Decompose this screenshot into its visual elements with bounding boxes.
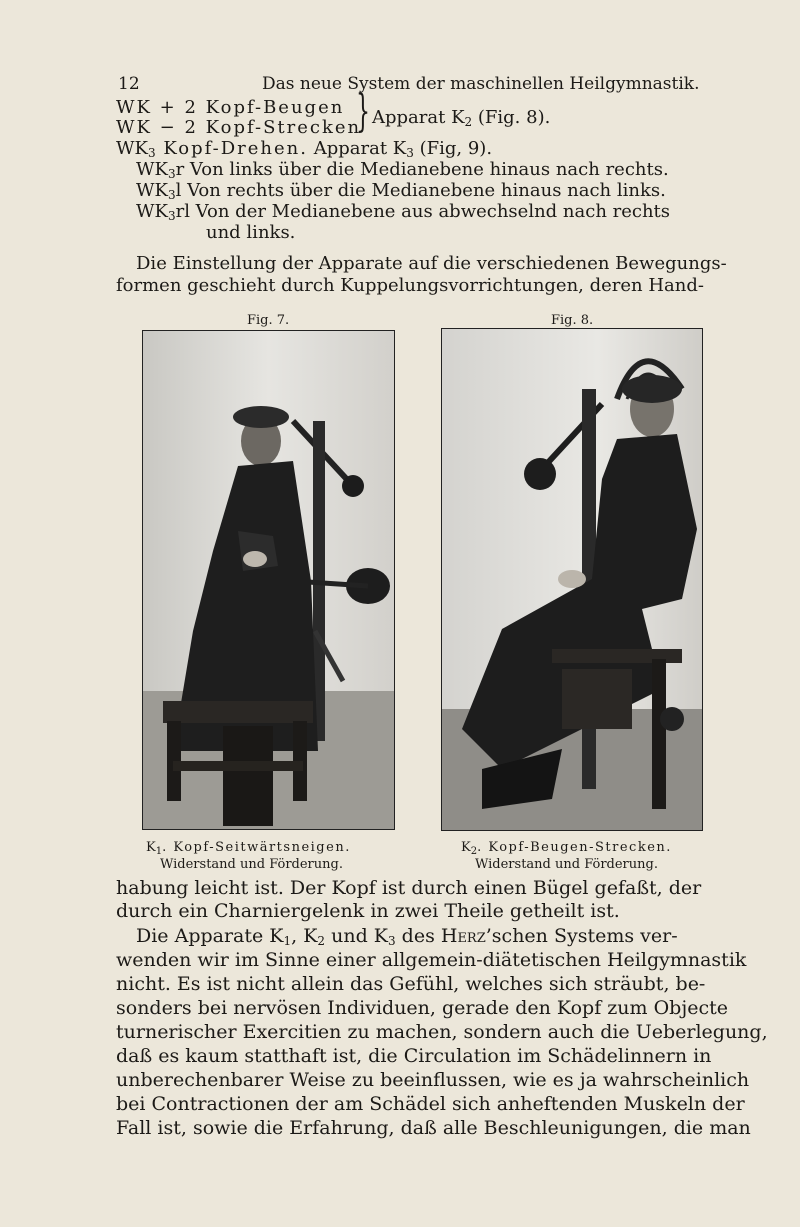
figure-8-photo — [441, 328, 703, 831]
running-title: Das neue System der maschinellen Heilgymnastik. — [262, 74, 700, 94]
list-item-right: $WK_3r$ Von links über die Medianebene hinaus nach rechts. — [136, 159, 669, 181]
list-line-3: $WK_3$ Kopf-Drehen. Apparat $K_3$ (Fig, 9). — [116, 138, 493, 160]
brace-mark: } — [356, 86, 370, 137]
list-line-1: WK + 2 Kopf-Beugen — [116, 97, 345, 118]
list-item-alternate: $WK_3rl$ Von der Medianebene aus abwechselnd nach rechts — [136, 201, 671, 223]
para-line-6: sonders bei nervösen Individuen, gerade den Kopf zum Objecte — [116, 997, 728, 1019]
para-line-5: nicht. Es ist nicht allein das Gefühl, welches sich sträubt, be- — [116, 973, 706, 995]
fig8-caption-title: $K_2$. Kopf-Beugen-Strecken. — [461, 840, 672, 857]
para-line-3: Die Apparate $K_1$, $K_2$ und $K_3$ des Herz’schen Systems ver- — [136, 925, 678, 948]
fig7-caption-title: $K_1$. Kopf-Seitwärtsneigen. — [146, 840, 351, 857]
fig7-caption-sub: Widerstand und Förderung. — [160, 857, 343, 872]
fig8-caption-sub: Widerstand und Förderung. — [475, 857, 658, 872]
para-line-2: durch ein Charniergelenk in zwei Theile getheilt ist. — [116, 900, 620, 922]
fig7-label: Fig. 7. — [247, 313, 290, 328]
list-item-left: $WK_3l$ Von rechts über die Medianebene hinaus nach links. — [136, 180, 666, 202]
para-line-7: turnerischer Exercitien zu machen, sondern auch die Ueberlegung, — [116, 1021, 768, 1043]
list-item-alternate-cont: und links. — [206, 222, 296, 243]
figure-7-photo — [142, 330, 395, 830]
intro-line-1: Die Einstellung der Apparate auf die verschiedenen Bewegungs- — [136, 253, 727, 274]
list-line-2: WK − 2 Kopf-Strecken — [116, 117, 362, 138]
para-line-1: habung leicht ist. Der Kopf ist durch einen Bügel gefaßt, der — [116, 877, 702, 899]
page-number: 12 — [118, 74, 140, 94]
para-line-10: bei Contractionen der am Schädel sich anheftenden Muskeln der — [116, 1093, 745, 1115]
para-line-11: Fall ist, sowie die Erfahrung, daß alle Beschleunigungen, die man — [116, 1117, 751, 1139]
para-line-8: daß es kaum statthaft ist, die Circulation im Schädelinnern in — [116, 1045, 712, 1067]
bracket-apparatus: Apparat $K_2$ (Fig. 8). — [372, 107, 551, 129]
para-line-4: wenden wir im Sinne einer allgemein-diätetischen Heilgymnastik — [116, 949, 747, 971]
para-line-9: unberechenbarer Weise zu beeinflussen, wie es ja wahrscheinlich — [116, 1069, 750, 1091]
fig8-label: Fig. 8. — [551, 313, 594, 328]
intro-line-2: formen geschieht durch Kuppelungsvorrichtungen, deren Hand- — [116, 275, 704, 296]
